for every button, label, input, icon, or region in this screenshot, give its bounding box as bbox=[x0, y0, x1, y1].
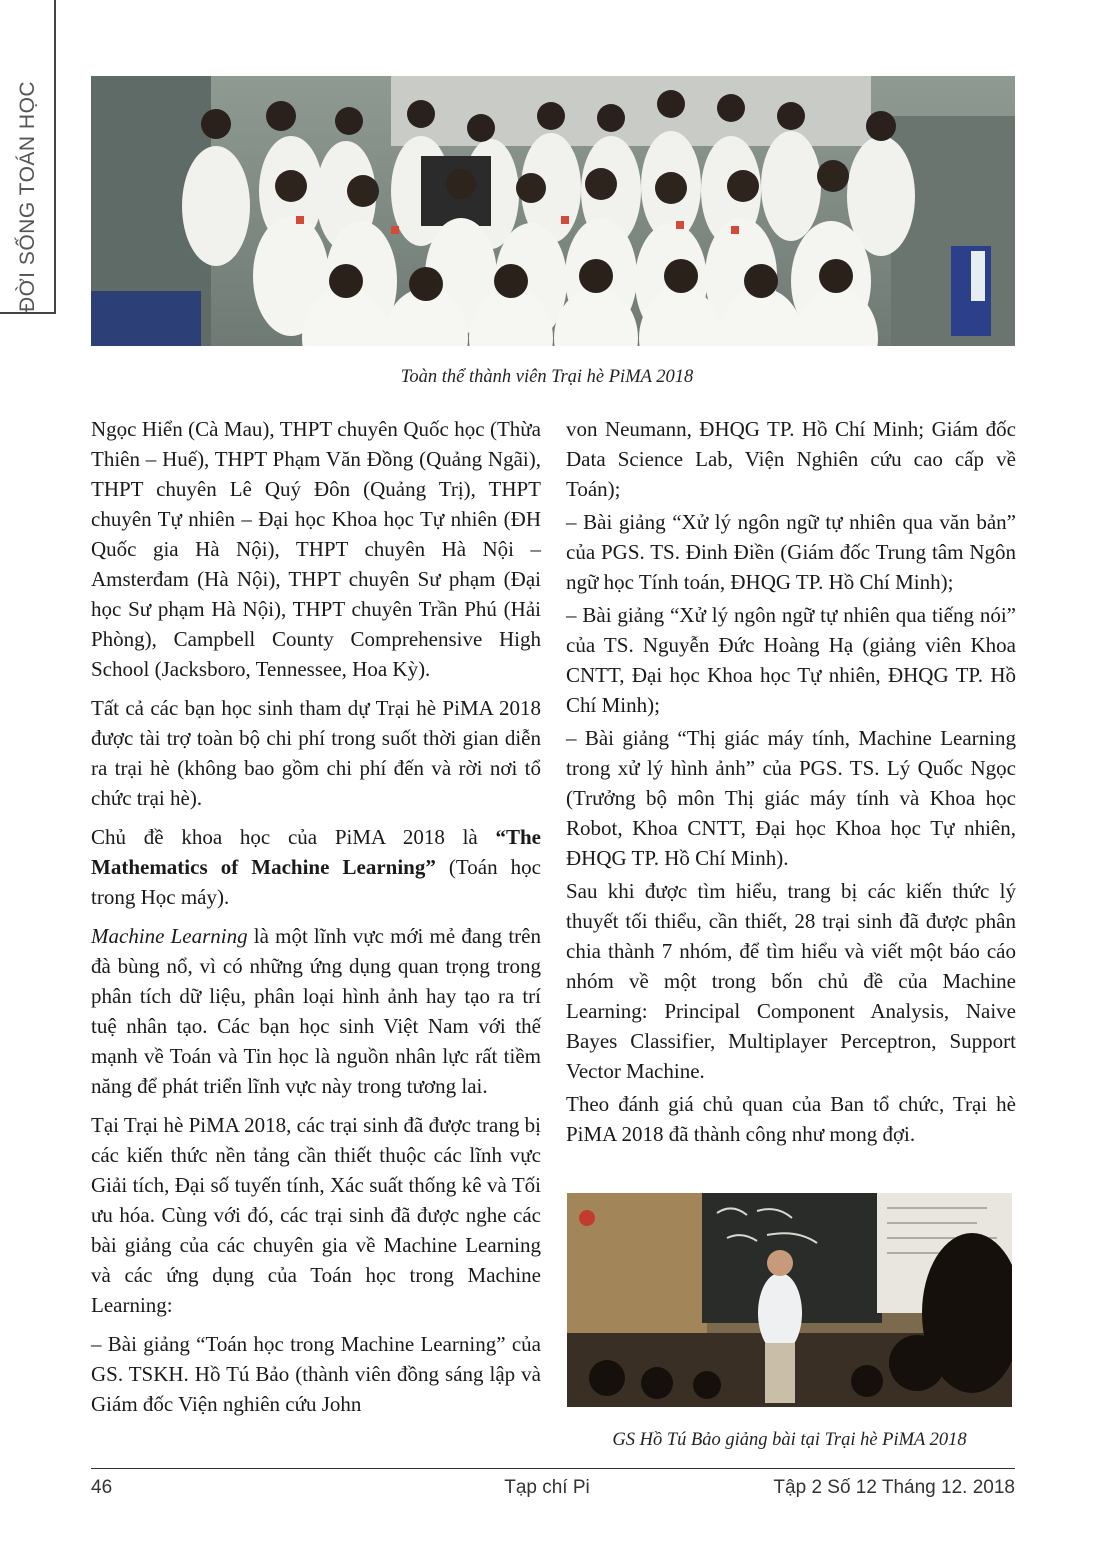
right-paragraph-3: – Bài giảng “Xử lý ngôn ngữ tự nhiên qua tiếng nói” của TS. Nguyễn Đức Hoàng Hạ (giảng viên Khoa CNTT, Đại học Khoa học Tự nhiên, ĐHQG TP. Hồ Chí Minh); bbox=[566, 603, 1016, 717]
lecture-photo bbox=[567, 1193, 1012, 1407]
left-paragraph-4-rest: là một lĩnh vực mới mẻ đang trên đà bùng nổ, vì có những ứng dụng quan trọng trong phân tích dữ liệu, phân loại hình ảnh hay tạo ra trí tuệ nhân tạo. Các bạn học sinh Việt Nam với thế mạnh về Toán và Tin học là nguồn nhân lực rất tiềm năng để phát triển lĩnh vực này trong tương lai. bbox=[91, 924, 541, 1098]
left-paragraph-3-bold: “The Mathematics of Machine Learning” bbox=[91, 825, 541, 879]
group-photo-caption: Toàn thể thành viên Trại hè PiMA 2018 bbox=[400, 367, 694, 387]
page-number: 46 bbox=[91, 1477, 113, 1498]
left-column bbox=[91, 414, 541, 1428]
right-column bbox=[566, 414, 1016, 1152]
left-paragraph-5: Tại Trại hè PiMA 2018, các trại sinh đã được trang bị các kiến thức nền tảng cần thiết thuộc các lĩnh vực Giải tích, Đại số tuyến tính, Xác suất thống kê và Tối ưu hóa. Cùng với đó, các trại sinh đã được nghe các bài giảng của các chuyên gia về Machine Learning và các ứng dụng của Toán học trong Machine Learning: bbox=[91, 1113, 541, 1317]
left-paragraph-3 bbox=[91, 822, 541, 912]
left-paragraph-6: – Bài giảng “Toán học trong Machine Learning” của GS. TSKH. Hồ Tú Bảo (thành viên đồng sáng lập và Giám đốc Viện nghiên cứu John bbox=[91, 1332, 541, 1416]
right-paragraph-2: – Bài giảng “Xử lý ngôn ngữ tự nhiên qua văn bản” của PGS. TS. Đinh Điền (Giám đốc Trung tâm Ngôn ngữ học Tính toán, ĐHQG TP. Hồ Chí Minh); bbox=[566, 510, 1016, 594]
issue-info: Tập 2 Số 12 Tháng 12. 2018 bbox=[773, 1477, 1015, 1498]
side-rule-horizontal bbox=[0, 312, 56, 314]
left-paragraph-1: Ngọc Hiển (Cà Mau), THPT chuyên Quốc học (Thừa Thiên – Huế), THPT Phạm Văn Đồng (Quảng Ngãi), THPT chuyên Lê Quý Đôn (Quảng Trị), THPT chuyên Tự nhiên – Đại học Khoa học Tự nhiên (ĐH Quốc gia Hà Nội), THPT chuyên Hà Nội – Amsterđam (Hà Nội), THPT chuyên Sư phạm (Đại học Sư phạm Hà Nội), THPT chuyên Trần Phú (Hải Phòng), Campbell County Comprehensive High School (Jacksboro, Tennessee, Hoa Kỳ). bbox=[91, 417, 541, 681]
lecture-photo-illustration bbox=[567, 1193, 1012, 1407]
footer-rule bbox=[91, 1468, 1015, 1469]
right-paragraph-5: Sau khi được tìm hiểu, trang bị các kiến thức lý thuyết tối thiểu, cần thiết, 28 trại sinh đã được phân chia thành 7 nhóm, để tìm hiểu và viết một báo cáo nhóm về một trong bốn chủ đề của Machine Learning: Principal Component Analysis, Naive Bayes Classifier, Multiplayer Perceptron, Support Vector Machine. bbox=[566, 879, 1016, 1083]
left-paragraph-4 bbox=[91, 921, 541, 1101]
right-paragraph-1: von Neumann, ĐHQG TP. Hồ Chí Minh; Giám đốc Data Science Lab, Viện Nghiên cứu cao cấp về Toán); bbox=[566, 417, 1016, 501]
section-label: ĐỜI SỐNG TOÁN HỌC bbox=[16, 80, 39, 312]
journal-name: Tạp chí Pi bbox=[504, 1477, 590, 1498]
group-photo-illustration bbox=[91, 76, 1015, 346]
left-paragraph-3-start: Chủ đề khoa học của PiMA 2018 là bbox=[91, 825, 496, 849]
left-paragraph-2: Tất cả các bạn học sinh tham dự Trại hè PiMA 2018 được tài trợ toàn bộ chi phí trong suốt thời gian diễn ra trại hè (không bao gồm chi phí đến và rời nơi tổ chức trại hè). bbox=[91, 696, 541, 810]
left-paragraph-3-end: (Toán học trong Học máy). bbox=[91, 855, 541, 909]
lecture-photo-caption: GS Hồ Tú Bảo giảng bài tại Trại hè PiMA 2018 bbox=[612, 1430, 967, 1450]
group-photo bbox=[91, 76, 1015, 346]
right-paragraph-4: – Bài giảng “Thị giác máy tính, Machine Learning trong xử lý hình ảnh” của PGS. TS. Lý Quốc Ngọc (Trưởng bộ môn Thị giác máy tính và Khoa học Robot, Khoa CNTT, Đại học Khoa học Tự nhiên, ĐHQG TP. Hồ Chí Minh). bbox=[566, 726, 1016, 870]
left-paragraph-4-italic: Machine Learning bbox=[91, 924, 248, 948]
right-paragraph-6: Theo đánh giá chủ quan của Ban tổ chức, Trại hè PiMA 2018 đã thành công như mong đợi. bbox=[566, 1092, 1016, 1146]
